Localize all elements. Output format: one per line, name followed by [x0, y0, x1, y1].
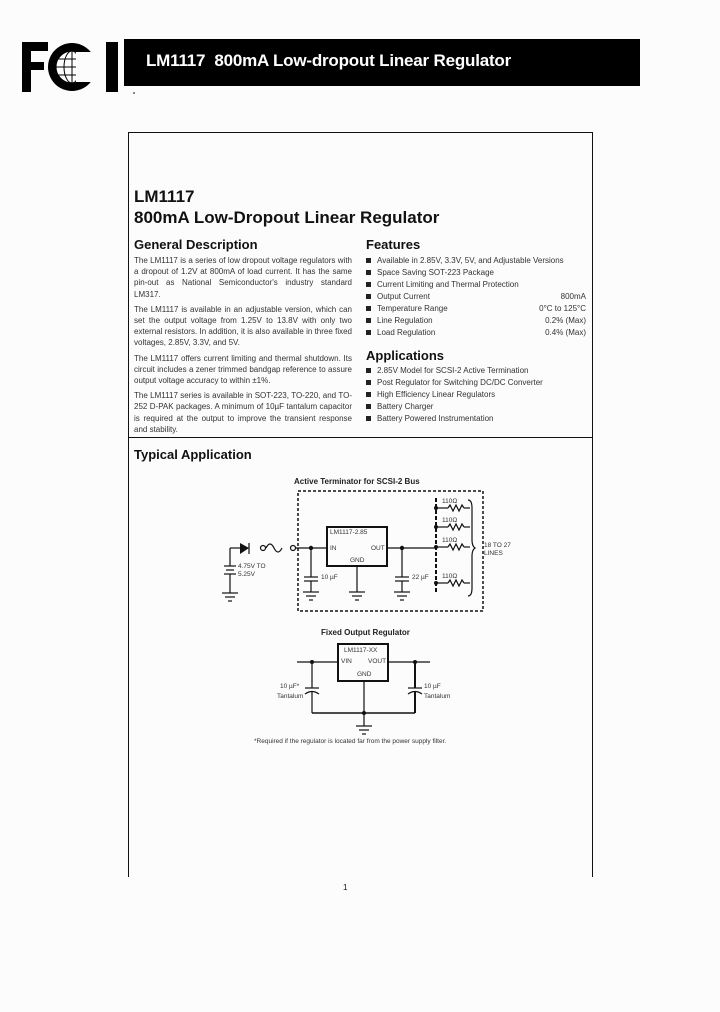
supply-voltage-label-2: 5.25V — [238, 571, 255, 578]
diagram2-caption: Fixed Output Regulator — [321, 628, 410, 637]
output-cap-label: 22 µF — [412, 574, 429, 581]
application-item: High Efficiency Linear Regulators — [366, 388, 586, 400]
typical-application-heading: Typical Application — [134, 447, 252, 462]
footnote: *Required if the regulator is located far from the power supply filter. — [254, 738, 447, 745]
application-item: Battery Powered Instrumentation — [366, 412, 586, 424]
part-number: LM1117 — [134, 187, 195, 206]
pin-vin-label: VIN — [341, 658, 352, 665]
description-paragraph: The LM1117 offers current limiting and thermal shutdown. Its circuit includes a zener trimmed bandgap reference to assure output voltage accuracy to within ±1%. — [134, 353, 352, 386]
input-cap-type: Tantalum — [277, 693, 304, 700]
resistor-label: 110Ω — [442, 537, 458, 544]
general-description-heading: General Description — [134, 237, 258, 252]
description-paragraph: The LM1117 is available in an adjustable version, which can set the output voltage from 1.25V to 13.8V with only two external resistors. In addition, it is also available in three fixed voltages, 2.85V, 3.3V, and 5V. — [134, 304, 352, 348]
pin-vout-label: VOUT — [368, 658, 387, 665]
lines-label-2: LINES — [484, 550, 503, 557]
supply-voltage-label: 4.75V TO — [238, 563, 266, 570]
feature-item: Space Saving SOT-223 Package — [366, 266, 586, 278]
input-cap-label: 10 µF — [321, 574, 338, 581]
resistor-label: 110Ω — [442, 498, 458, 505]
pin-out-label: OUT — [371, 545, 385, 552]
description-paragraph: The LM1117 series is available in SOT-223, TO-220, and TO-252 D-PAK packages. A minimum of 10µF tantalum capacitor is required at the output to improve the transient response and stability. — [134, 391, 352, 434]
document-subtitle: 800mA Low-Dropout Linear Regulator — [134, 208, 440, 227]
pin-gnd-label-fixed: GND — [357, 671, 372, 678]
output-cap-value: 10 µF — [424, 683, 441, 690]
feature-item: Temperature Range 0°C to 125°C — [366, 302, 586, 314]
resistor-label: 110Ω — [442, 517, 458, 524]
page-number: 1 — [343, 883, 348, 892]
features-heading: Features — [366, 237, 421, 252]
resistor-label: 110Ω — [442, 573, 458, 580]
input-cap-value: 10 µF* — [280, 683, 300, 690]
lines-label: 18 TO 27 — [484, 542, 511, 549]
regulator-label: LM1117-2.85 — [330, 529, 368, 536]
feature-item: Current Limiting and Thermal Protection — [366, 278, 586, 290]
application-item: Post Regulator for Switching DC/DC Converter — [366, 376, 586, 388]
regulator-label-fixed: LM1117-XX — [344, 647, 378, 654]
feature-item: Load Regulation 0.4% (Max) — [366, 326, 586, 338]
feature-item: Available in 2.85V, 3.3V, 5V, and Adjustable Versions — [366, 254, 586, 266]
application-item: Battery Charger — [366, 400, 586, 412]
diagram1-caption: Active Terminator for SCSI-2 Bus — [294, 477, 420, 486]
output-cap-type: Tantalum — [424, 693, 451, 700]
pin-gnd-label: GND — [350, 557, 365, 564]
pin-in-label: IN — [330, 545, 337, 552]
banner-title: LM1117 800mA Low-dropout Linear Regulator — [146, 51, 512, 70]
feature-item: Line Regulation 0.2% (Max) — [366, 314, 586, 326]
feature-item: Output Current 800mA — [366, 290, 586, 302]
application-item: 2.85V Model for SCSI-2 Active Termination — [366, 364, 586, 376]
description-paragraph: The LM1117 is a series of low dropout voltage regulators with a dropout of 1.2V at 800mA of load current. It has the same pin-out as National Semiconductor's industry standard LM317. — [134, 256, 352, 299]
applications-heading: Applications — [366, 348, 445, 363]
